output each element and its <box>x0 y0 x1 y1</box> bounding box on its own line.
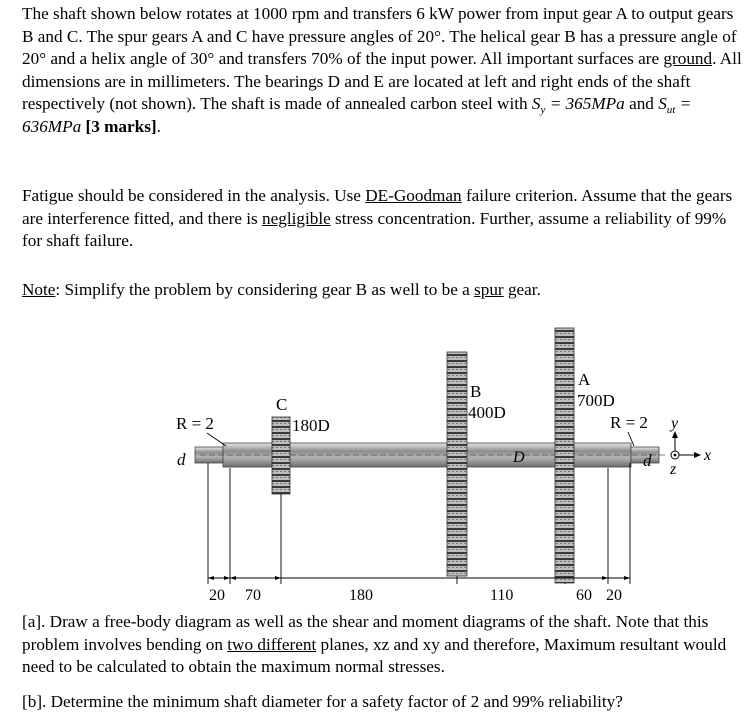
dimension-value: 60 <box>576 587 592 604</box>
diameter-right-label: d <box>643 451 652 470</box>
dimension-arrow <box>208 576 214 580</box>
underlined-negligible: negligible <box>262 208 331 228</box>
dimension-value: 110 <box>490 587 514 604</box>
dimension-value: 20 <box>606 587 622 604</box>
question-b <box>22 691 744 714</box>
fatigue-text: Fatigue should be considered in the analysis. Use <box>22 186 366 205</box>
note-text: gear. <box>503 280 541 299</box>
problem-statement <box>22 3 744 139</box>
underlined-two-different: two different <box>227 634 317 654</box>
gear-c <box>272 417 290 494</box>
statement-text: and transfers 70% of the input power. All important surfaces are <box>214 49 664 69</box>
note-text: : Simplify the problem by considering gear B as well to be a <box>55 280 475 299</box>
dimension-value: 180 <box>349 587 373 604</box>
diameter-left-label: d <box>177 450 186 469</box>
gear-b <box>447 352 467 576</box>
yield-strength-value: = 365MPa <box>545 94 625 114</box>
y-axis-label: y <box>671 415 679 432</box>
degree-symbol: ° <box>207 49 215 69</box>
gear-c-label: C <box>276 395 288 414</box>
dimension-arrow <box>624 576 630 580</box>
gear-b-diameter: 400D <box>468 403 506 422</box>
underlined-spur: spur <box>474 280 504 299</box>
shaft-diameter-label: D <box>513 449 525 466</box>
gear-a-diameter: 700D <box>577 391 615 410</box>
z-axis-label: z <box>670 461 677 478</box>
fatigue-paragraph <box>22 185 744 253</box>
yield-subscript: y <box>540 104 546 117</box>
marks-label: [3 marks] <box>81 116 157 136</box>
gear-a <box>555 328 574 583</box>
gear-a-label: A <box>578 370 591 389</box>
radius-left-label: R = 2 <box>176 414 214 433</box>
dimension-arrow <box>230 576 236 580</box>
underlined-ground: ground <box>663 49 713 69</box>
note-label: Note <box>22 280 56 299</box>
question-a <box>22 611 744 679</box>
fatigue-text: failure criterion. Assume that the gears are interference fitted, and there is <box>22 186 733 228</box>
radius-left-leader <box>207 433 226 446</box>
question-b-text: [b]. Determine the minimum shaft diameter for a safety factor of 2 and 99% reliability? <box>22 692 623 711</box>
radius-right-label: R = 2 <box>610 413 648 432</box>
dimension-arrow <box>602 576 608 580</box>
degree-symbol: ° <box>434 26 441 46</box>
yield-strength-symbol: S <box>531 94 541 114</box>
question-a-text: [a]. Draw a free-body diagram as well as the shear and moment diagrams of the shaft. Note that this problem involves bending on <box>22 612 709 654</box>
ultimate-strength-symbol: S <box>658 94 667 114</box>
fatigue-text: stress concentration. Further, assume a reliability of 99% for shaft failure. <box>22 208 727 251</box>
gear-c-diameter: 180D <box>292 416 330 435</box>
x-axis-arrow <box>694 452 701 458</box>
ultimate-strength-value: = 636MPa <box>22 94 692 136</box>
z-axis-dot <box>674 454 677 457</box>
note-paragraph <box>22 279 744 302</box>
dimension-arrow <box>275 576 281 580</box>
statement-text: and <box>624 94 659 114</box>
x-axis-label: x <box>704 447 712 464</box>
statement-text: The shaft shown below rotates at 1000 rpm and transfers 6 kW power from input gear A to output gears B and C. The spur gears A and C have pressure angles of 20 <box>22 4 734 46</box>
statement-text: . The helical gear B has a pressure angle of 20 <box>22 26 737 69</box>
dimension-arrow <box>224 576 230 580</box>
y-axis-arrow <box>672 431 678 438</box>
shaft-figure <box>0 318 752 608</box>
ultimate-subscript: ut <box>666 104 676 117</box>
dimension-value: 70 <box>245 587 261 604</box>
underlined-goodman: DE-Goodman <box>365 186 462 205</box>
gear-b-label: B <box>470 382 482 401</box>
statement-text: and a helix angle of 30 <box>46 49 208 69</box>
question-a-text: planes, xz and xy and therefore, Maximum resultant would need to be calculated to obtain the maximum normal stresses. <box>22 634 727 677</box>
dimension-value: 20 <box>209 587 225 604</box>
statement-text: . All dimensions are in millimeters. The bearings D and E are located at left and right ends of the shaft respectively (not shown). The shaft is made of annealed carbon steel with <box>22 49 742 114</box>
statement-text: . <box>156 116 161 136</box>
degree-symbol: ° <box>39 49 47 69</box>
axis-triad <box>669 415 711 478</box>
